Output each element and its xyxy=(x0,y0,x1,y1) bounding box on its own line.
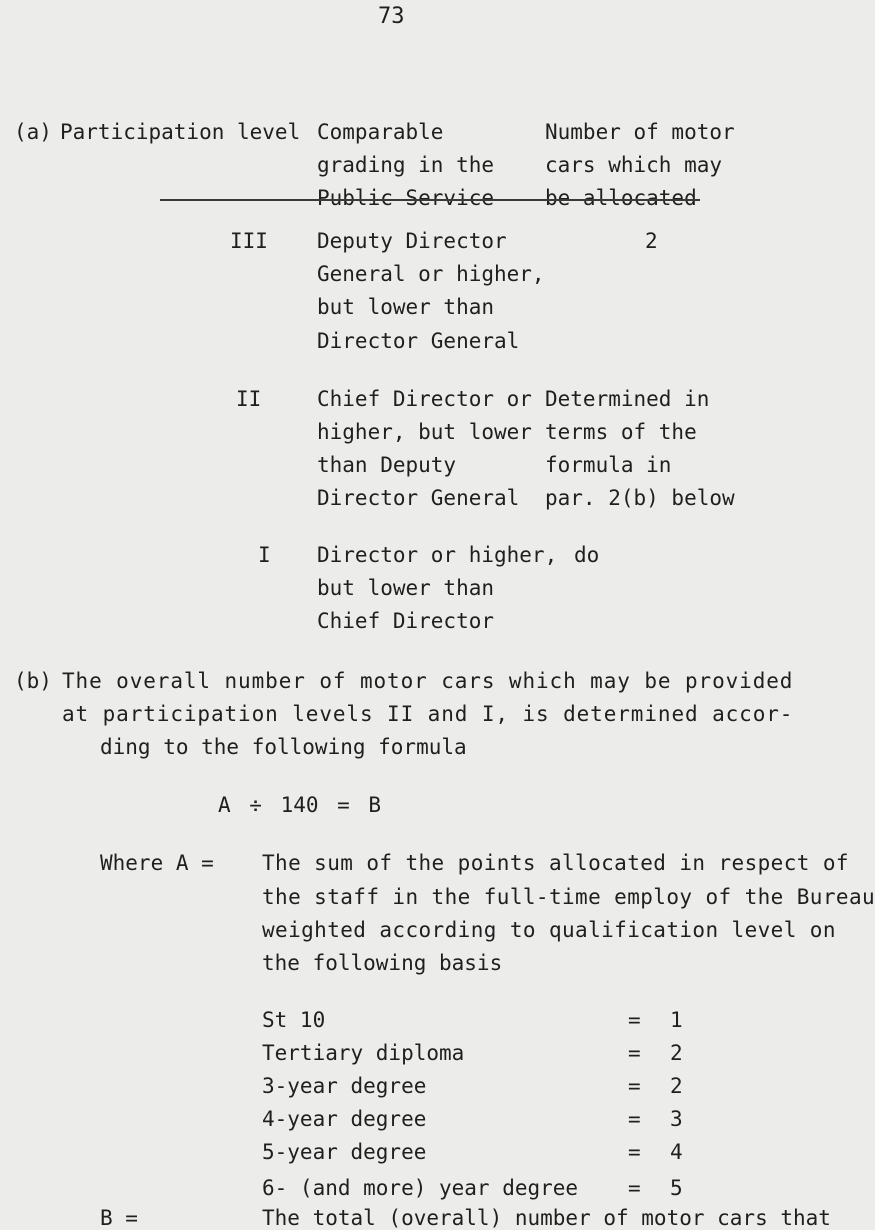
page-number: 73 xyxy=(378,4,405,29)
header-rule xyxy=(160,199,700,201)
where-label: Where A = xyxy=(100,851,214,875)
row-level: II xyxy=(236,387,262,411)
formula: A ÷ 140 = B xyxy=(218,793,382,817)
header-participation-level: Participation level xyxy=(60,120,301,144)
section-b-label: (b) xyxy=(14,669,52,693)
row-cars: do xyxy=(574,543,600,567)
section-a-label: (a) xyxy=(14,120,52,144)
row-level: I xyxy=(258,543,271,567)
row-level: III xyxy=(230,229,268,253)
row-cars: 2 xyxy=(645,229,658,253)
b-label: B = xyxy=(100,1206,138,1230)
